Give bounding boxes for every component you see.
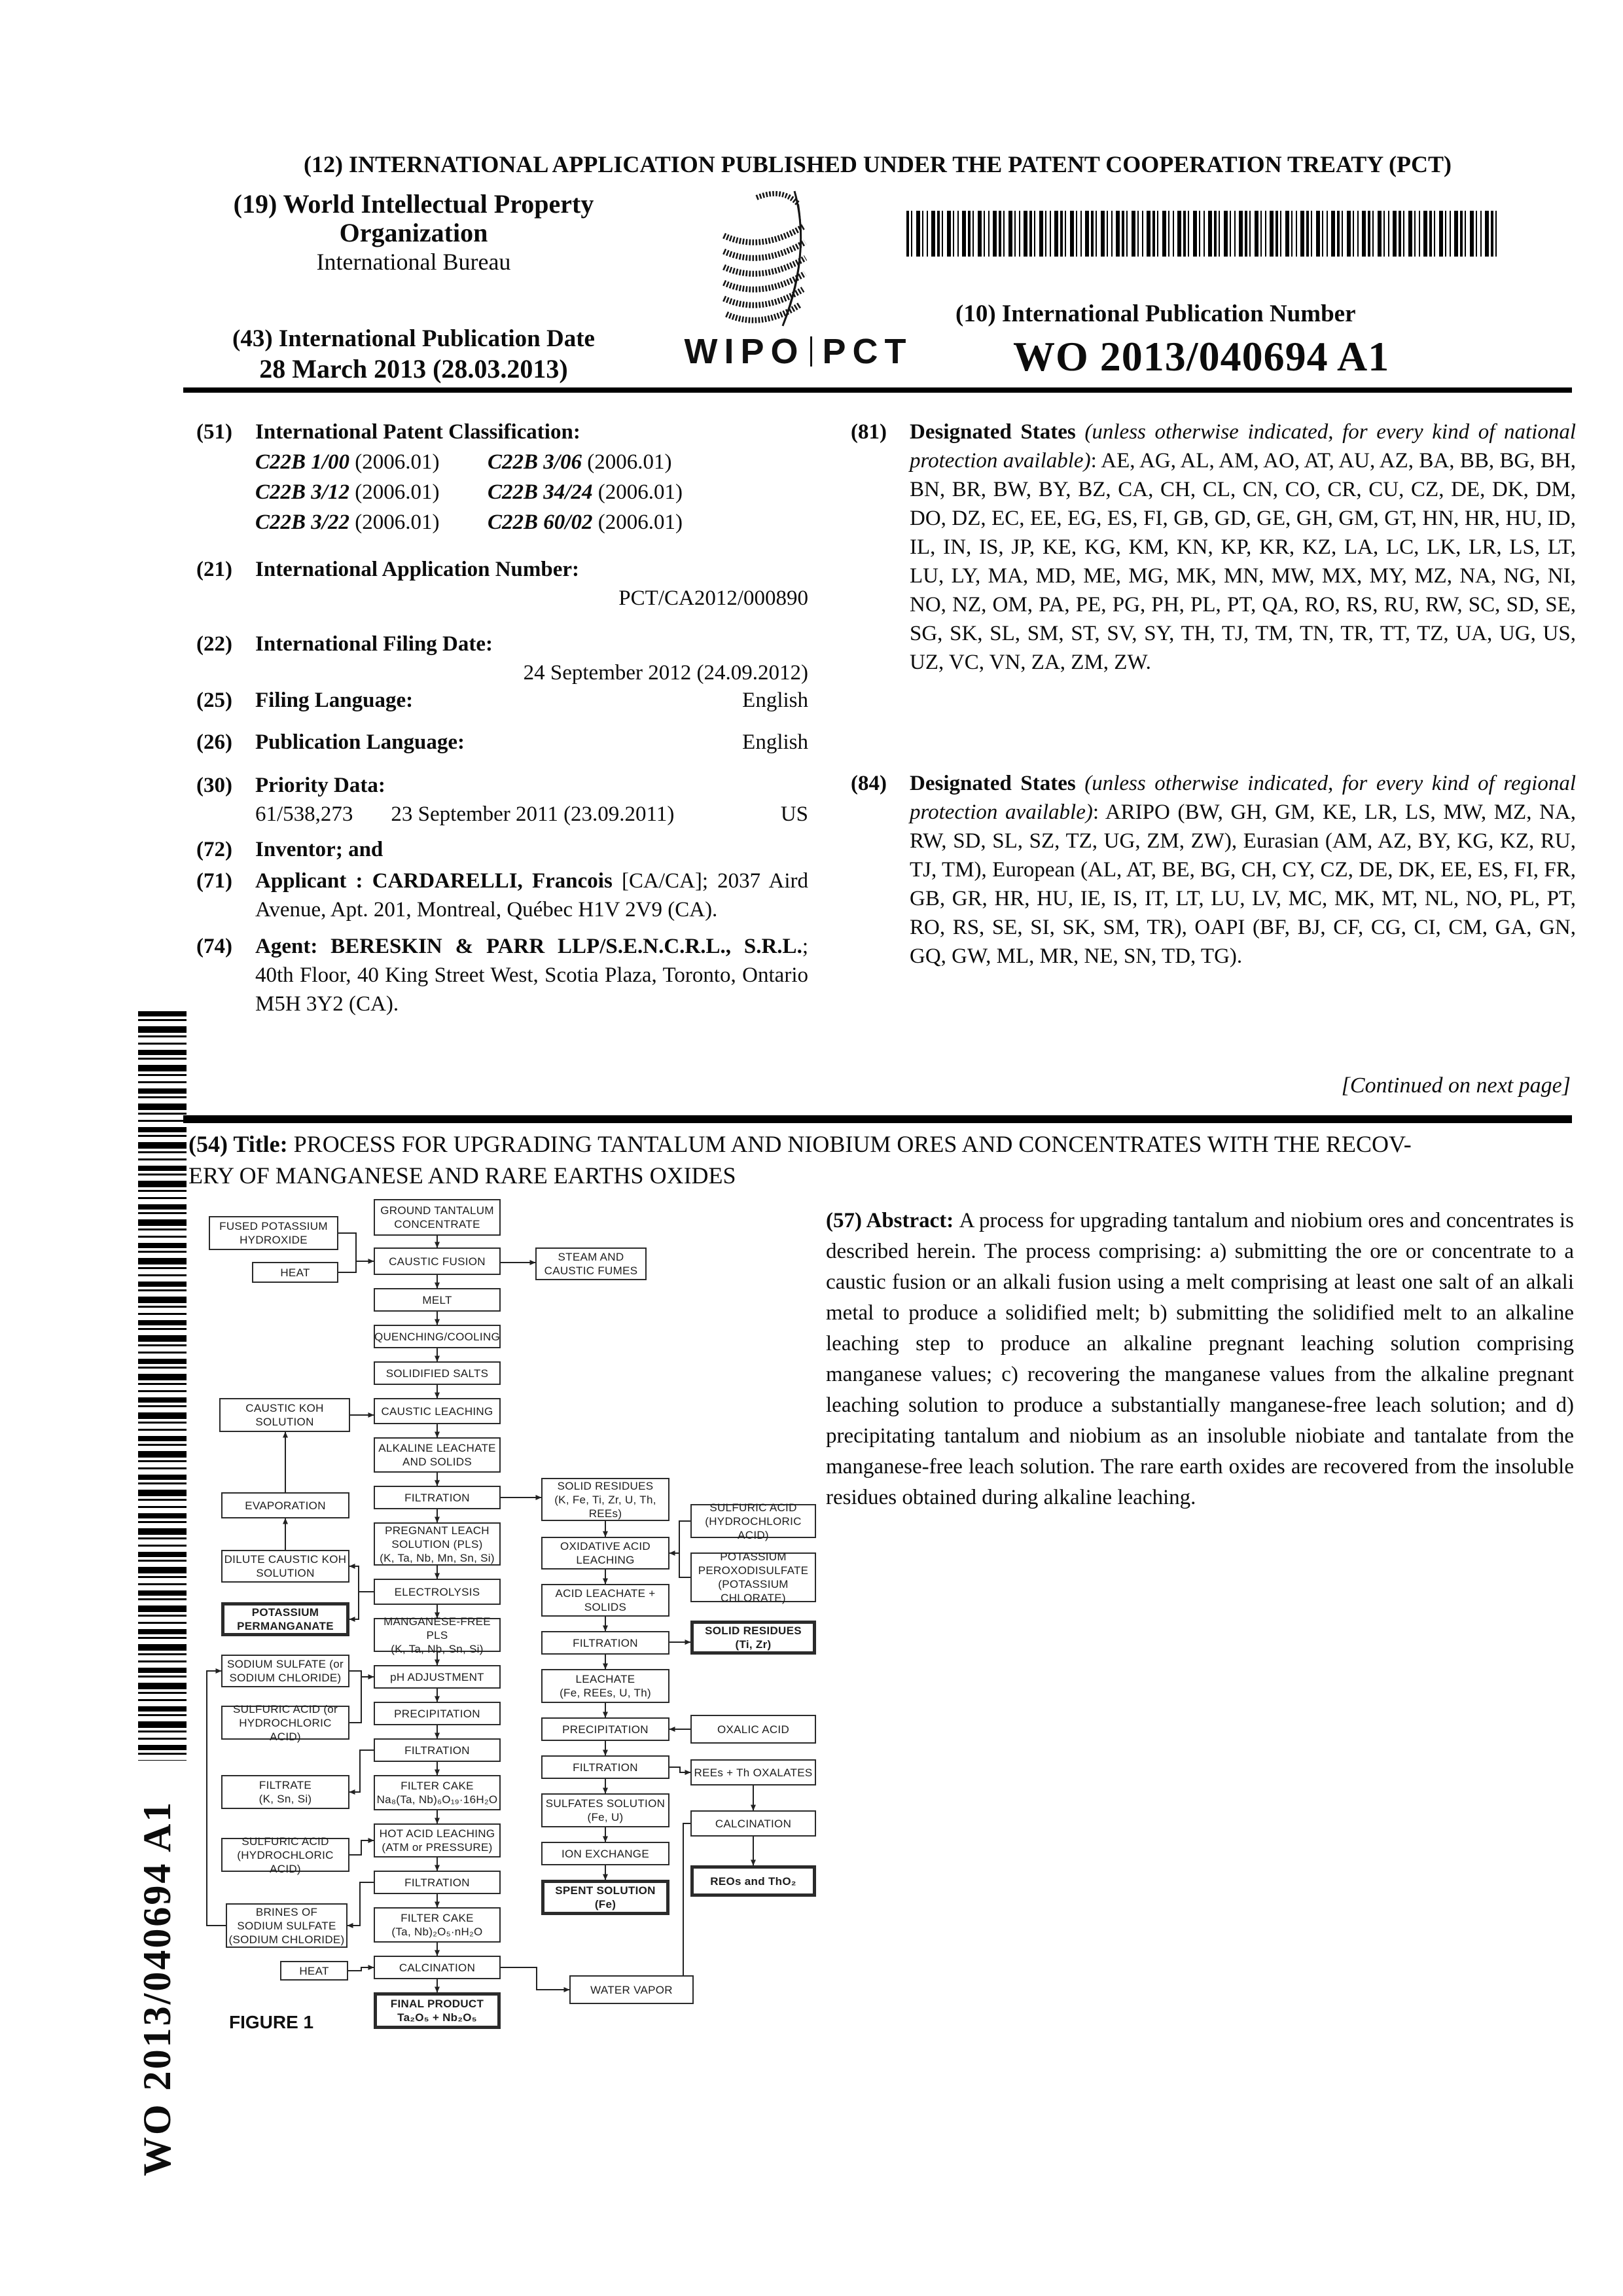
- designated-states-regional-label: Designated States: [910, 772, 1085, 795]
- flow-node-acid-leachate-solids: ACID LEACHATE + SOLIDS: [541, 1584, 669, 1617]
- flow-node-reos-and-tho2: REOs and ThO₂: [690, 1865, 816, 1897]
- agent-name: Agent: BERESKIN & PARR LLP/S.E.N.C.R.L., S.R.L.: [255, 935, 802, 958]
- field-26-num: (26): [196, 730, 232, 754]
- flow-node-pregnant-leach-solution: PREGNANT LEACH SOLUTION (PLS) (K, Ta, Nb, Mn, Sn, Si): [374, 1522, 501, 1566]
- flow-node-solid-residues-2: SOLID RESIDUES (Ti, Zr): [690, 1621, 816, 1655]
- flow-node-hot-acid-leaching: HOT ACID LEACHING (ATM or PRESSURE): [374, 1823, 501, 1857]
- field-25-label: Filing Language:: [255, 689, 414, 712]
- org-line1: (19) World Intellectual Property: [233, 189, 594, 219]
- field-72: [190, 835, 808, 864]
- field-81: [844, 418, 1576, 677]
- flow-node-ph-adjustment: pH ADJUSTMENT: [374, 1665, 501, 1689]
- ipc-codes: [255, 448, 808, 537]
- flow-node-filtration-2: FILTRATION: [374, 1738, 501, 1762]
- pct-wordmark-text: PCT: [822, 332, 913, 371]
- flow-node-solid-residues-1: SOLID RESIDUES (K, Fe, Ti, Zr, U, Th, REEs): [541, 1478, 669, 1521]
- publication-number-label: (10) International Publication Number: [955, 300, 1356, 327]
- flow-node-potassium-peroxodisulfate: POTASSIUM PEROXODISULFATE (POTASSIUM CHLORATE): [690, 1552, 816, 1602]
- publication-date-block: [196, 325, 631, 385]
- priority-date: 23 September 2011 (23.09.2011): [391, 802, 675, 826]
- flow-node-filtrate: FILTRATE (K, Sn, Si): [221, 1775, 349, 1809]
- flow-node-heat-1: HEAT: [252, 1262, 338, 1283]
- flow-node-steam-and-caustic-fumes: STEAM AND CAUSTIC FUMES: [535, 1247, 647, 1280]
- flow-node-filter-cake-2: FILTER CAKE (Ta, Nb)₂O₅·nH₂O: [374, 1907, 501, 1943]
- abstract-block: [826, 1206, 1574, 1513]
- designated-states-regional-list: : ARIPO (BW, GH, GM, KE, LR, LS, MW, MZ, NA, RW, SD, SL, SZ, TZ, UG, ZM, ZW), Eurasian (AM, AZ, BY, KG, KZ, RU, TJ, TM), European (AL, AT, BE, BG, CH, CY, CZ, DE, DK, EE, ES, FI, FR, GB, GR, HR, HU, IE, IS, IT, LT, LU, LV, MC, MK, MT, NL, NO, PL, PT, RO, RS, SE, SI, SK, SM, TR), OAPI (BF, BJ, CF, CG, CI, CM, GA, GN, GQ, GW, ML, MR, NE, SN, TD, TG).: [910, 800, 1576, 968]
- field-71: [190, 867, 808, 924]
- designated-states-national-note: (unless otherwise indicated, for every kind of national protection available): [910, 420, 1576, 473]
- sidebar-publication-number: WO 2013/040694 A1: [135, 1800, 179, 2176]
- field-26-label: Publication Language:: [255, 730, 465, 754]
- flow-node-melt: MELT: [374, 1288, 501, 1312]
- flow-node-filtration-3: FILTRATION: [374, 1871, 501, 1894]
- publication-date-label: (43) International Publication Date: [232, 325, 595, 352]
- flow-node-caustic-leaching: CAUSTIC LEACHING: [374, 1398, 501, 1424]
- designated-states-national-label: Designated States: [910, 420, 1085, 444]
- filing-date-value: 24 September 2012 (24.09.2012): [523, 661, 808, 685]
- wipo-pct-wordmark: [668, 331, 929, 372]
- figure-label: FIGURE 1: [229, 2012, 314, 2032]
- field-22: [190, 630, 808, 687]
- continued-note: [Continued on next page]: [1341, 1073, 1571, 1098]
- org-line2: Organization: [339, 218, 488, 247]
- publication-barcode: [906, 211, 1501, 257]
- org-block: [196, 190, 631, 276]
- field-30: [190, 771, 808, 829]
- ipc-entry: C22B 3/12 (2006.01): [255, 480, 440, 504]
- filing-language-value: English: [742, 689, 808, 712]
- applicant-name: Applicant : CARDARELLI, Francois: [255, 869, 613, 893]
- flow-node-spent-solution: SPENT SOLUTION (Fe): [541, 1880, 669, 1915]
- ipc-entry: C22B 60/02 (2006.01): [488, 511, 683, 534]
- field-84: [844, 769, 1576, 971]
- priority-number: 61/538,273: [255, 802, 353, 826]
- flow-node-filtration-1: FILTRATION: [374, 1486, 501, 1509]
- designated-states-regional-note: (unless otherwise indicated, for every kind of regional protection available): [910, 772, 1576, 824]
- field-21-num: (21): [196, 558, 232, 581]
- field-84-num: (84): [851, 772, 887, 795]
- title-block: [188, 1128, 1573, 1191]
- field-81-num: (81): [851, 420, 887, 444]
- applicant-address: [CA/CA]; 2037 Aird Avenue, Apt. 201, Montreal, Québec H1V 2V9 (CA).: [255, 869, 808, 922]
- title-rule: [183, 1115, 1572, 1123]
- flow-node-manganese-free-pls: MANGANESE-FREE PLS (K, Ta, Nb, Sn, Si): [374, 1618, 501, 1652]
- title-line1: PROCESS FOR UPGRADING TANTALUM AND NIOBIUM ORES AND CONCENTRATES WITH THE RECOV-: [293, 1131, 1412, 1157]
- flow-node-final-product: FINAL PRODUCT Ta₂O₅ + Nb₂O₅: [374, 1992, 501, 2029]
- flow-node-oxidative-acid-leaching: OXIDATIVE ACID LEACHING: [541, 1537, 669, 1570]
- wordmark-divider: [810, 336, 812, 367]
- flow-node-quenching-cooling: QUENCHING/COOLING: [374, 1325, 501, 1348]
- field-51: [190, 418, 808, 537]
- priority-data-row: [255, 800, 808, 829]
- flow-node-oxalic-acid: OXALIC ACID: [690, 1715, 816, 1744]
- flow-node-rees-th-oxalates: REEs + Th OXALATES: [690, 1759, 816, 1785]
- wipo-wordmark-text: WIPO: [684, 332, 805, 371]
- field-22-num: (22): [196, 632, 232, 656]
- field-51-num: (51): [196, 420, 232, 444]
- ipc-entry: C22B 3/06 (2006.01): [488, 450, 672, 474]
- publication-language-value: English: [742, 730, 808, 754]
- flow-node-fused-potassium-hydroxide: FUSED POTASSIUM HYDROXIDE: [209, 1216, 338, 1250]
- flow-node-calcination-center: CALCINATION: [374, 1956, 501, 1979]
- flow-node-brines-of-sodium-sulfate: BRINES OF SODIUM SULFATE (SODIUM CHLORIDE): [226, 1903, 348, 1948]
- flow-node-caustic-fusion: CAUSTIC FUSION: [374, 1247, 501, 1275]
- flow-node-potassium-permanganate: POTASSIUM PERMANGANATE: [221, 1602, 349, 1636]
- field-25: [190, 686, 808, 715]
- abstract-text: A process for upgrading tantalum and niobium ores and concentrates is described herein. The process comprising: a) submitting the ore or concentrate to a caustic fusion or an alkali fusion using a melt comprising at least one salt of an alkali metal to produce a solidified melt; b) submitting the solidified melt to an alkaline leaching step to produce an alkaline pregnant leaching solution comprising manganese values; c) recovering the manganese values from the alkaline pregnant leaching solution to produce a substantially manganese-free leach solution; and d) precipitating tantalum and niobium as an insoluble niobiate and tantalate from the manganese-free leach solution. The rare earth oxides are recovered from the insoluble residues obtained during alkaline leaching.: [826, 1209, 1574, 1509]
- flow-node-sulfates-solution: SULFATES SOLUTION (Fe, U): [541, 1793, 669, 1827]
- ipc-entry: C22B 34/24 (2006.01): [488, 480, 683, 504]
- ipc-entry: C22B 3/22 (2006.01): [255, 511, 440, 534]
- flow-node-dilute-caustic-koh-solution: DILUTE CAUSTIC KOH SOLUTION: [221, 1550, 349, 1583]
- field-25-num: (25): [196, 689, 232, 712]
- flow-node-sulfuric-acid-right: SULFURIC ACID (HYDROCHLORIC ACID): [690, 1504, 816, 1538]
- flow-node-sulfuric-acid-or-hcl: SULFURIC ACID (or HYDROCHLORIC ACID): [221, 1706, 349, 1740]
- flow-node-heat-2: HEAT: [280, 1961, 348, 1981]
- field-22-label: International Filing Date:: [255, 632, 493, 656]
- flow-node-ion-exchange: ION EXCHANGE: [541, 1842, 669, 1865]
- publication-date-value: 28 March 2013 (28.03.2013): [259, 354, 568, 384]
- header-rule: [183, 387, 1572, 393]
- field-72-label: Inventor; and: [255, 838, 383, 861]
- flow-node-ground-tantalum-concentrate: GROUND TANTALUM CONCENTRATE: [374, 1199, 501, 1236]
- flow-node-sulfuric-acid-2: SULFURIC ACID (HYDROCHLORIC ACID): [221, 1838, 349, 1872]
- field-26: [190, 728, 808, 757]
- pct-header-line: (12) INTERNATIONAL APPLICATION PUBLISHED UNDER THE PATENT COOPERATION TREATY (PCT): [304, 151, 1452, 177]
- application-number-value: PCT/CA2012/000890: [618, 586, 808, 610]
- flow-node-leachate: LEACHATE (Fe, REEs, U, Th): [541, 1669, 669, 1703]
- flow-node-sodium-sulfate: SODIUM SULFATE (or SODIUM CHLORIDE): [221, 1655, 349, 1687]
- field-51-label: International Patent Classification:: [255, 420, 580, 444]
- ipc-entry: C22B 1/00 (2006.01): [255, 450, 440, 474]
- priority-country: US: [780, 802, 808, 826]
- flow-node-filter-cake-1: FILTER CAKE Na₈(Ta, Nb)₆O₁₉·16H₂O: [374, 1775, 501, 1810]
- flow-node-solidified-salts: SOLIDIFIED SALTS: [374, 1361, 501, 1385]
- flow-node-evaporation: EVAPORATION: [221, 1492, 349, 1518]
- flow-node-filtration-right-1: FILTRATION: [541, 1631, 669, 1655]
- field-74-num: (74): [196, 935, 232, 958]
- wipo-logo-icon: [719, 186, 810, 331]
- field-71-num: (71): [196, 869, 232, 893]
- flow-node-precipitation-center: PRECIPITATION: [374, 1702, 501, 1725]
- field-30-num: (30): [196, 774, 232, 797]
- flow-node-caustic-koh-solution: CAUSTIC KOH SOLUTION: [219, 1398, 350, 1432]
- flow-node-water-vapor: WATER VAPOR: [569, 1975, 694, 2004]
- flow-node-filtration-right-2: FILTRATION: [541, 1755, 669, 1779]
- field-21-label: International Application Number:: [255, 558, 580, 581]
- field-72-num: (72): [196, 838, 232, 861]
- abstract-label: (57) Abstract:: [826, 1209, 959, 1232]
- field-30-label: Priority Data:: [255, 774, 385, 797]
- title-label: (54) Title:: [188, 1131, 294, 1157]
- flowchart: [196, 1196, 819, 2057]
- title-line2: ERY OF MANGANESE AND RARE EARTHS OXIDES: [188, 1162, 736, 1189]
- field-74: [190, 932, 808, 1018]
- flow-node-calcination-right: CALCINATION: [690, 1810, 816, 1837]
- flow-node-electrolysis: ELECTROLYSIS: [374, 1579, 501, 1605]
- field-21: [190, 555, 808, 613]
- org-line3: International Bureau: [316, 249, 511, 275]
- publication-number-value: WO 2013/040694 A1: [1013, 333, 1390, 380]
- agent-address: ; 40th Floor, 40 King Street West, Scotia Plaza, Toronto, Ontario M5H 3Y2 (CA).: [255, 935, 808, 1016]
- sidebar-barcode: [138, 1011, 187, 1761]
- designated-states-national-list: : AE, AG, AL, AM, AO, AT, AU, AZ, BA, BB, BG, BH, BN, BR, BW, BY, BZ, CA, CH, CL, CN, CO, CR, CU, CZ, DE, DK, DM, DO, DZ, EC, EE, EG, ES, FI, GB, GD, GE, GH, GM, GT, HN, HR, HU, ID, IL, IN, IS, JP, KE, KG, KM, KN, KP, KR, KZ, LA, LC, LK, LR, LS, LT, LU, LY, MA, MD, ME, MG, MK, MN, MW, MX, MY, MZ, NA, NG, NI, NO, NZ, OM, PA, PE, PG, PH, PL, PT, QA, RO, RS, RU, RW, SC, SD, SE, SG, SK, SL, SM, ST, SV, SY, TH, TJ, TM, TN, TR, TT, TZ, UA, UG, US, UZ, VC, VN, ZA, ZM, ZW.: [910, 449, 1576, 674]
- flow-node-alkaline-leachate-and-solids: ALKALINE LEACHATE AND SOLIDS: [374, 1437, 501, 1473]
- flow-node-precipitation-right: PRECIPITATION: [541, 1717, 669, 1741]
